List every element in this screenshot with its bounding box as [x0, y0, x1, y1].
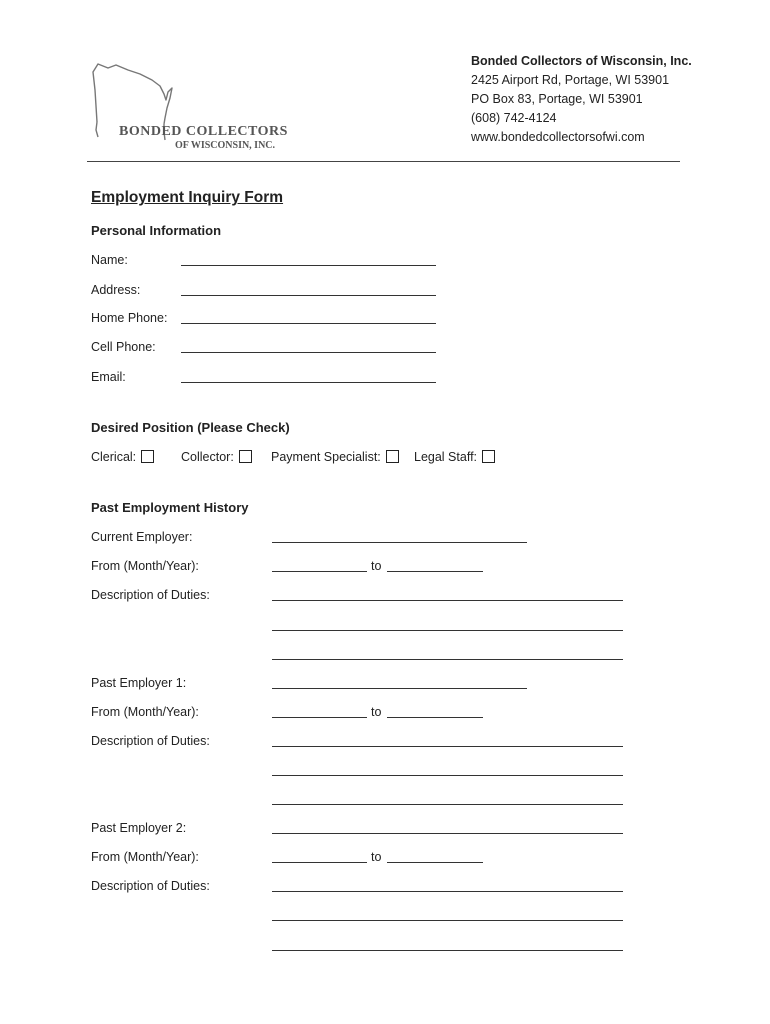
legal-staff-label: Legal Staff:	[414, 450, 478, 464]
logo-text-sub: OF WISCONSIN, INC.	[175, 140, 276, 151]
past2-duties-line-3[interactable]	[272, 950, 623, 951]
past1-from-label: From (Month/Year):	[91, 705, 199, 719]
company-info	[471, 52, 692, 147]
payment-specialist-checkbox[interactable]	[386, 450, 399, 463]
desired-position-heading: Desired Position (Please Check)	[91, 420, 290, 435]
home-phone-label: Home Phone:	[91, 311, 168, 325]
cell-phone-field[interactable]	[181, 352, 436, 353]
collector-checkbox[interactable]	[239, 450, 252, 463]
payment-specialist-label: Payment Specialist:	[271, 450, 381, 464]
current-to-field[interactable]	[387, 571, 483, 572]
current-from-field[interactable]	[272, 571, 367, 572]
current-from-label: From (Month/Year):	[91, 559, 199, 573]
position-option-collector	[181, 450, 252, 465]
header-divider	[87, 161, 680, 162]
past2-duties-label: Description of Duties:	[91, 879, 210, 893]
company-address-1: 2425 Airport Rd, Portage, WI 53901	[471, 73, 670, 87]
past2-duties-line-2[interactable]	[272, 920, 623, 921]
current-duties-line-3[interactable]	[272, 659, 623, 660]
past2-to-label: to	[371, 850, 382, 864]
position-option-legal	[414, 450, 495, 465]
past1-duties-line-2[interactable]	[272, 775, 623, 776]
current-employer-label: Current Employer:	[91, 530, 193, 544]
past-employer-2-label: Past Employer 2:	[91, 821, 187, 835]
company-address-2: PO Box 83, Portage, WI 53901	[471, 92, 643, 106]
home-phone-field[interactable]	[181, 323, 436, 324]
position-option-clerical	[91, 450, 154, 465]
past-employer-2-field[interactable]	[272, 833, 623, 834]
collector-label: Collector:	[181, 450, 234, 464]
clerical-checkbox[interactable]	[141, 450, 154, 463]
clerical-label: Clerical:	[91, 450, 137, 464]
past1-duties-line-3[interactable]	[272, 804, 623, 805]
current-duties-line-1[interactable]	[272, 600, 623, 601]
company-phone: (608) 742-4124	[471, 111, 557, 125]
past-employer-1-label: Past Employer 1:	[91, 676, 187, 690]
current-to-label: to	[371, 559, 382, 573]
personal-info-heading: Personal Information	[91, 223, 222, 238]
past-employer-1-field[interactable]	[272, 688, 527, 689]
past2-duties-line-1[interactable]	[272, 891, 623, 892]
past1-to-field[interactable]	[387, 717, 483, 718]
past2-from-label: From (Month/Year):	[91, 850, 199, 864]
past2-to-field[interactable]	[387, 862, 483, 863]
email-field[interactable]	[181, 382, 436, 383]
past2-from-field[interactable]	[272, 862, 367, 863]
position-option-payment	[271, 450, 399, 465]
address-label: Address:	[91, 283, 141, 297]
cell-phone-label: Cell Phone:	[91, 340, 156, 354]
form-title: Employment Inquiry Form	[91, 189, 284, 206]
current-duties-line-2[interactable]	[272, 630, 623, 631]
current-duties-label: Description of Duties:	[91, 588, 210, 602]
name-label: Name:	[91, 253, 128, 267]
address-field[interactable]	[181, 295, 436, 296]
logo-text-main: BONDED COLLECTORS	[119, 124, 288, 139]
employment-history-heading: Past Employment History	[91, 500, 249, 515]
past1-duties-line-1[interactable]	[272, 746, 623, 747]
past1-to-label: to	[371, 705, 382, 719]
email-label: Email:	[91, 370, 126, 384]
past1-duties-label: Description of Duties:	[91, 734, 210, 748]
company-website[interactable]: www.bondedcollectorsofwi.com	[471, 130, 645, 144]
past1-from-field[interactable]	[272, 717, 367, 718]
name-field[interactable]	[181, 265, 436, 266]
legal-staff-checkbox[interactable]	[482, 450, 495, 463]
current-employer-field[interactable]	[272, 542, 527, 543]
company-name: Bonded Collectors of Wisconsin, Inc.	[471, 54, 692, 68]
